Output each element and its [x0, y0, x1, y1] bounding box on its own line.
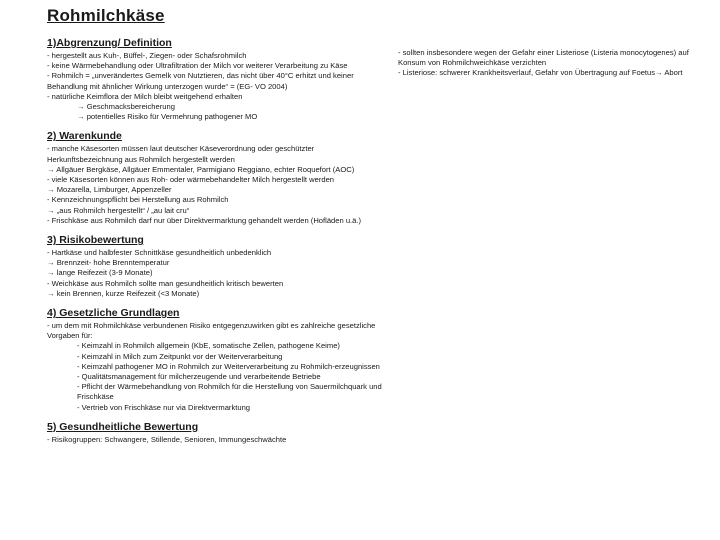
text-line: - um dem mit Rohmilchkäse verbundenen Risiko entgegenzuwirken gibt es zahlreiche gesetzliche Vorgaben für: — [47, 321, 378, 341]
text-line: - Hartkäse und halbfester Schnittkäse gesundheitlich unbedenklich — [47, 248, 272, 258]
text-line: → lange Reifezeit (3-9 Monate) — [47, 268, 153, 278]
text-line: - Kennzeichnungspflicht bei Herstellung aus Rohmilch — [47, 195, 229, 205]
text-line: - viele Käsesorten können aus Roh- oder wärmebehandelter Milch hergestellt werden — [47, 175, 335, 185]
section-heading: 2) Warenkunde — [47, 130, 122, 143]
section-heading: 4) Gesetzliche Grundlagen — [47, 307, 180, 320]
text-line: - Qualitätsmanagement für milcherzeugende und verarbeitende Betriebe — [77, 372, 321, 382]
text-line: - Keimzahl in Milch zum Zeitpunkt vor der Weiterverarbeitung — [77, 351, 283, 361]
text-line: - Listeriose: schwerer Krankheitsverlauf, Gefahr von Übertragung auf Foetus→ Abort — [398, 68, 683, 78]
text-line: → potentielles Risiko für Vermehrung pathogener MO — [77, 112, 258, 122]
text-line: → kein Brennen, kurze Reifezeit (<3 Monate) — [47, 288, 200, 298]
text-line: - Weichkäse aus Rohmilch sollte man gesundheitlich kritisch bewerten — [47, 278, 284, 288]
text-line: → „aus Rohmilch hergestellt“ / „au lait cru“ — [47, 205, 190, 215]
section-heading: 3) Risikobewertung — [47, 234, 144, 247]
text-line: - hergestellt aus Kuh-, Büffel-, Ziegen- oder Schafsrohmilch — [47, 51, 247, 60]
text-line: - manche Käsesorten müssen laut deutscher Käseverordnung oder geschützter Herkunftsbezeichnung aus Rohmilch hergestellt werden — [47, 144, 317, 164]
text-line: - Rohmilch = „unverändertes Gemelk von Nutztieren, das nicht über 40°C erhitzt und keiner Behandlung mit ähnlicher Wirkung unterzogen wurde“ = (EG- VO 2004) — [47, 71, 356, 91]
text-line: - Vertrieb von Frischkäse nur via Direktvermarktung — [77, 402, 251, 412]
text-line: → Mozarella, Limburger, Appenzeller — [47, 185, 172, 195]
text-line: - natürliche Keimflora der Milch bleibt weitgehend erhalten — [47, 91, 243, 101]
section-2 — [47, 130, 382, 226]
section-4 — [47, 307, 382, 413]
text-line: → Geschmacksbereicherung — [77, 102, 175, 112]
text-line: - Frischkäse aus Rohmilch darf nur über Direktvermarktung gehandelt werden (Hofläden u.ä.) — [47, 215, 362, 225]
text-line: → Allgäuer Bergkäse, Allgäuer Emmentaler, Parmigiano Reggiano, echter Roquefort (AOC) — [47, 164, 355, 174]
text-line: - Pflicht der Wärmebehandlung von Rohmilch für die Herstellung von Sauermilchquark und Frischkäse — [77, 382, 384, 402]
right-column — [398, 48, 716, 79]
section-5 — [47, 421, 382, 445]
left-column — [47, 37, 382, 453]
text-line: - Risikogruppen: Schwangere, Stillende, Senioren, Immungeschwächte — [47, 434, 287, 444]
text-line: - Keimzahl pathogener MO in Rohmilch zur Weiterverarbeitung zu Rohmilch-erzeugnissen — [77, 361, 380, 371]
text-line: → Brennzeit- hohe Brenntemperatur — [47, 258, 170, 268]
section-1 — [47, 37, 382, 122]
section-heading: 1)Abgrenzung/ Definition — [47, 37, 172, 49]
text-line: - sollten insbesondere wegen der Gefahr einer Listeriose (Listeria monocytogenes) auf Konsum von Rohmilchweichkäse verzichten — [398, 48, 691, 68]
page-title: Rohmilchkäse — [47, 6, 165, 25]
text-line: - Keimzahl in Rohmilch allgemein (KbE, somatische Zellen, pathogene Keime) — [77, 341, 340, 351]
section-3 — [47, 234, 382, 299]
section-heading: 5) Gesundheitliche Bewertung — [47, 420, 199, 433]
text-line: - keine Wärmebehandlung oder Ultrafiltration der Milch vor weiterer Verarbeitung zu Käse — [47, 61, 348, 71]
